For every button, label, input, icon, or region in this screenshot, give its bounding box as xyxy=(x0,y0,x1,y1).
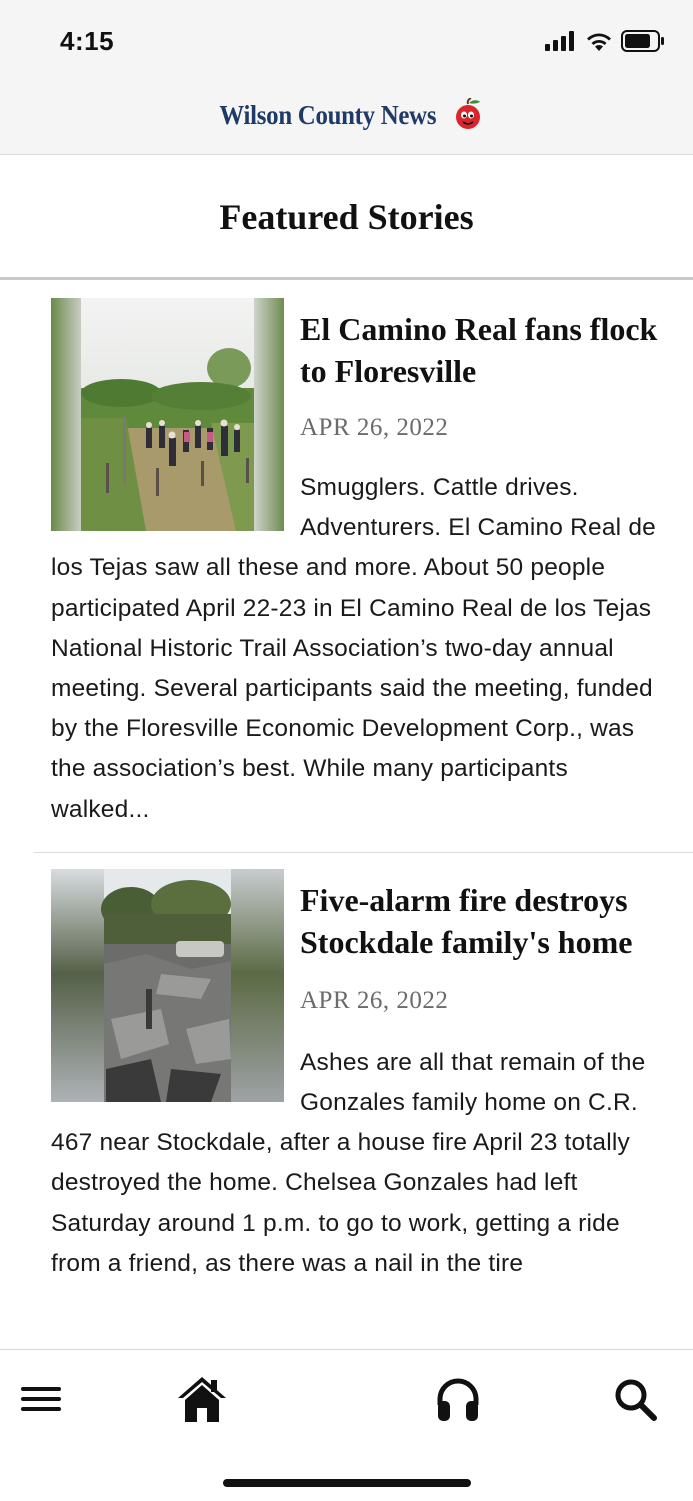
story-title[interactable]: El Camino Real fans flock to Floresville xyxy=(300,311,658,389)
story-date: APR 26, 2022 xyxy=(300,414,449,441)
apple-mascot-icon xyxy=(453,98,483,132)
story-title[interactable]: Five-alarm fire destroys Stockdale family's home xyxy=(300,881,633,960)
story-card[interactable] xyxy=(0,853,693,1284)
battery-icon xyxy=(621,30,665,52)
home-button[interactable] xyxy=(172,1374,232,1424)
bottom-nav xyxy=(0,1349,693,1501)
status-icons xyxy=(545,30,665,52)
app-logo[interactable] xyxy=(0,98,693,132)
page-title: Featured Stories xyxy=(219,197,474,237)
search-icon xyxy=(613,1377,657,1421)
story-thumbnail[interactable] xyxy=(51,298,284,531)
story-feed[interactable] xyxy=(0,280,693,1348)
logo-text: Wilson County News xyxy=(219,99,437,130)
home-indicator[interactable] xyxy=(223,1479,471,1487)
home-icon xyxy=(177,1376,227,1422)
menu-icon xyxy=(21,1384,61,1414)
story-image xyxy=(51,298,284,531)
story-summary: Ashes are all that remain of the Gonzales family home on C.R. 467 near Stockdale, after a house fire April 23 totally destroyed the home. Chelsea Gonzales had left Saturday around 1 p.m. to go to work, getting a ride from a friend, as there was a nail in the tire xyxy=(51,1048,646,1277)
top-bar xyxy=(0,0,693,155)
story-summary: Smugglers. Cattle drives. Adventurers. El Camino Real de los Tejas saw all these and more. About 50 people participated April 22-23 in El Camino Real de los Tejas National Historic Trail Association’s two-day annual meeting. Several participants said the meeting, funded by the Floresville Economic Development Corp., was the association’s best. While many participants walked... xyxy=(51,474,656,823)
story-thumbnail[interactable] xyxy=(51,869,284,1102)
status-time: 4:15 xyxy=(60,26,115,56)
menu-button[interactable] xyxy=(11,1374,71,1424)
headphones-icon xyxy=(435,1377,481,1421)
audio-button[interactable] xyxy=(428,1374,488,1424)
story-date: APR 26, 2022 xyxy=(300,986,449,1014)
search-button[interactable] xyxy=(605,1374,665,1424)
story-image xyxy=(51,869,284,1102)
cellular-signal-icon xyxy=(545,31,577,51)
wifi-icon xyxy=(585,30,613,52)
story-card[interactable] xyxy=(0,280,693,830)
